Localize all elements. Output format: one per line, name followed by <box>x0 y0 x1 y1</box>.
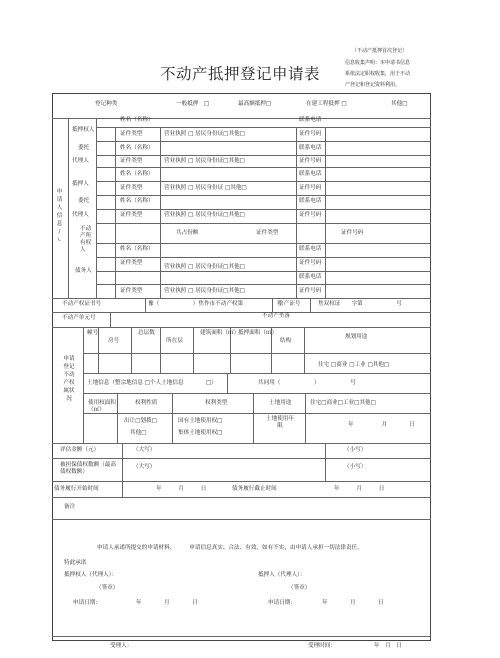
notice-line-3: 产登记和登记资料利用。 <box>345 82 401 88</box>
mortgagor-sign-label: 抵押人（代理人）： <box>258 572 306 578</box>
receiver-label: 受理人： <box>110 643 133 649</box>
option-other[interactable]: 其他□ <box>391 101 408 107</box>
secured-claim-small[interactable]: （小写） <box>344 464 367 470</box>
receive-date-label: 受理时间： <box>308 643 336 649</box>
id-options[interactable]: 营业执照 □ 居民身份证□其他□ <box>164 212 245 218</box>
land-term-date[interactable]: 年 月 日 <box>348 422 416 428</box>
declaration-statement: 申请人承诺所提交的申请材料、 申请信息真实、合法、有效，如有不实，由申请人承担一切法律责任。 <box>97 545 363 551</box>
notice-line-2: 系依法定职权收集，用于不动 <box>345 71 411 77</box>
shared-use-label: 共同用（ ） 号 <box>258 380 356 386</box>
mortgagee-sign-label: 抵押权人（代理人）： <box>64 572 118 578</box>
contact-phone-label: 联系电话 <box>299 171 322 177</box>
col-planned-usage: 规划用途 <box>345 334 368 340</box>
id-type-label: 证件类型 <box>120 158 143 164</box>
form-subtitle: （不动产抵押首次登记） <box>352 48 408 54</box>
right-nature-option-2[interactable]: 其他□ <box>130 430 147 436</box>
col-structure: 结构 <box>280 338 292 344</box>
performance-end-date[interactable]: 年 月 日 <box>334 486 385 492</box>
apply-date-value[interactable]: 年 月 日 <box>136 600 198 606</box>
id-number-label: 证件号码 <box>299 260 322 266</box>
col-building-area: 建筑面积（㎡） <box>200 330 240 336</box>
option-max-mortgage[interactable]: 最高额抵押□ <box>238 101 272 107</box>
applicant-section-label: 申请人信息 /ㄴ <box>56 189 63 243</box>
mortgagee-seal: （签章） <box>96 585 119 591</box>
mortgagor-seal: （签章） <box>288 585 311 591</box>
right-nature-option-1[interactable]: 出让□划拨□ <box>124 418 157 424</box>
col-room-no: 房号 <box>108 338 120 344</box>
id-number-label: 证件号码 <box>299 158 322 164</box>
entrusted-label: 委托 <box>78 145 90 151</box>
receive-date-value[interactable]: 年 月 日 <box>374 643 402 649</box>
notice-line-1: 信息收集声明：本申请书信息 <box>345 60 411 66</box>
option-construction-mortgage[interactable]: 在建工程抵押 □ <box>306 101 347 107</box>
id-options[interactable]: 营业执照 □ 居民身份证□其他□ <box>164 264 245 270</box>
name-label: 姓名（名称） <box>120 117 154 123</box>
registration-type-label: 登记种类 <box>95 101 118 107</box>
contact-phone-label: 联系电话 <box>299 117 322 123</box>
mortgagee-label: 抵押权人 <box>72 127 95 133</box>
name-label: 姓名（名称） <box>120 198 154 204</box>
assessment-small[interactable]: （小写） <box>344 447 367 453</box>
right-type-option-2[interactable]: 集体土地使用权□ <box>178 430 223 436</box>
col-building-no: 幢号 <box>87 330 99 336</box>
land-usage-label: 土地用途 <box>269 400 292 406</box>
use-area-label: 使用权面积（㎡） <box>88 400 116 413</box>
id-options[interactable]: 营业执照 □ 居民身份证□其他□ <box>164 158 245 164</box>
col-floor: 所在层 <box>166 338 183 344</box>
col-mortgage-area: 抵押面积（㎡） <box>238 330 278 336</box>
entrusted-label-2: 委托 <box>78 198 90 204</box>
cert-type-label: 证件类型 <box>256 230 279 236</box>
debtor-label: 债务人 <box>75 268 92 274</box>
assessment-big[interactable]: （大写） <box>133 447 156 453</box>
performance-start-label: 债务履行开始时间 <box>54 486 99 492</box>
option-general-mortgage[interactable]: 一般抵押 □ <box>176 101 210 107</box>
land-cert-label[interactable]: 焦双权证 字第 号 <box>318 301 402 307</box>
agent-label: 代理人 <box>72 158 89 164</box>
id-type-label: 证件类型 <box>120 185 143 191</box>
property-owner-label: 不动产所有权人 <box>80 226 92 253</box>
name-label: 姓名（名称） <box>120 145 154 151</box>
right-type-option-1[interactable]: 国有土地使用权□ <box>178 418 223 424</box>
special-commitment: 特此承诺 <box>64 560 87 566</box>
id-number-label: 证件号码 <box>299 185 322 191</box>
id-options[interactable]: 营业执照 □ 居民身份证 □其他□ <box>164 185 247 191</box>
contact-phone-label: 联系电话 <box>299 198 322 204</box>
id-number-label: 证件号码 <box>299 131 322 137</box>
secured-claim-big[interactable]: （大写） <box>133 464 156 470</box>
apply-date-label-2: 申请日期： <box>268 600 296 606</box>
location-label: 不动产坐落 <box>262 313 290 319</box>
property-cert-no-label: 不动产权证书号 <box>62 301 102 307</box>
id-type-label: 证件类型 <box>120 260 143 266</box>
apply-date-label: 申请日期： <box>73 600 101 606</box>
usage-options[interactable]: 住宅 □商业 □工业 □其他□ <box>318 362 390 368</box>
contact-phone-label: 联系电话 <box>299 145 322 151</box>
contact-phone-label: 联系电话 <box>299 274 322 280</box>
cert-number-label: 证件号码 <box>341 230 364 236</box>
name-label: 姓名（名称） <box>120 246 154 252</box>
remarks-label: 备注 <box>64 504 76 510</box>
contact-phone-label: 联系电话 <box>299 246 322 252</box>
id-number-label: 证件号码 <box>299 212 322 218</box>
apply-date-value-2[interactable]: 年 月 日 <box>322 600 384 606</box>
land-info-label[interactable]: 土地信息（整宗地信息 □个人土地信息 □） <box>87 380 217 386</box>
performance-start-date[interactable]: 年 月 日 <box>156 486 207 492</box>
land-usage-options[interactable]: 住宅□商业□工业□其他□ <box>310 400 376 406</box>
name-label: 姓名（名称） <box>120 171 154 177</box>
id-type-label: 证件类型 <box>120 212 143 218</box>
agent-label-2: 代理人 <box>72 212 89 218</box>
secured-claim-label: 被担保债权数额（最高债权数额） <box>60 462 116 475</box>
id-number-label: 证件号码 <box>299 288 322 294</box>
right-type-label: 权利类型 <box>205 400 228 406</box>
assessment-label: 评估金额（元） <box>60 447 100 453</box>
share-mode-label: 共占份额 <box>176 230 199 236</box>
performance-end-label: 债务履行截止时间 <box>232 486 277 492</box>
unit-no-label: 不动产单元号 <box>62 315 96 321</box>
mortgagor-label: 抵押人 <box>72 181 89 187</box>
col-total-floors: 总层数 <box>138 330 155 336</box>
property-section-label: 申请登记不动产权属状况 <box>63 356 75 402</box>
house-cert-label: 房产证号 <box>278 301 301 307</box>
id-type-label: 证件类型 <box>120 288 143 294</box>
id-type-label: 证件类型 <box>120 131 143 137</box>
id-options[interactable]: 营业执照 □ 居民身份证□其他□ <box>164 131 245 137</box>
property-cert-no-value[interactable]: 豫（ ）焦作市不动产权第 号 <box>148 301 283 307</box>
land-term-label: 土地使用年限 <box>266 416 294 429</box>
right-nature-label: 权利性质 <box>135 400 158 406</box>
id-options[interactable]: 营业执照 □ 居民身份证□其他□ <box>164 288 245 294</box>
page-title: 不动产抵押登记申请表 <box>160 65 321 83</box>
